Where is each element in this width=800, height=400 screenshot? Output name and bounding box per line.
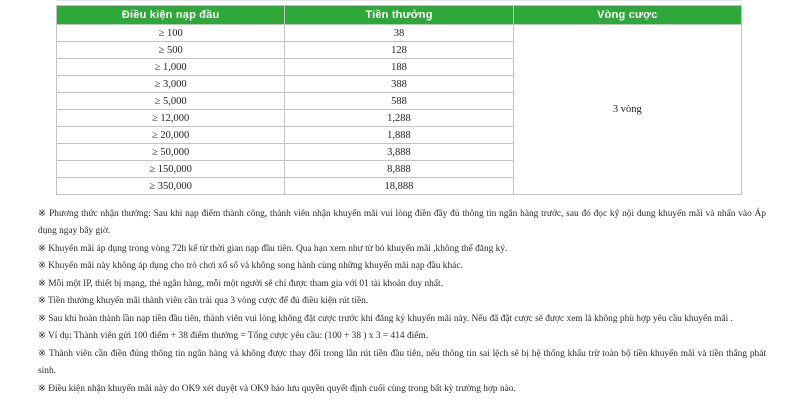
deposit-cell: ≥ 350,000 <box>57 178 285 195</box>
deposit-cell: ≥ 12,000 <box>57 110 285 127</box>
col-header-bonus: Tiền thưởng <box>285 6 513 25</box>
note-item: ※ Thành viên cần điền đúng thông tin ngân hàng và không được thay đổi trong lần rút tiền đầu tiên, nếu thông tin sai lệch sẽ bị hệ thống khấu trừ toàn bộ tiền khuyến mãi và tiền thắng phát sinh. <box>38 348 766 377</box>
note-item: ※ Mỗi một IP, thiết bị mạng, thẻ ngân hàng, mỗi một người sẽ chỉ được tham gia với 01 tài khoản duy nhất. <box>38 278 443 289</box>
deposit-cell: ≥ 1,000 <box>57 59 285 76</box>
deposit-cell: ≥ 20,000 <box>57 127 285 144</box>
bonus-cell: 1,288 <box>285 110 513 127</box>
bonus-cell: 588 <box>285 93 513 110</box>
bonus-cell: 128 <box>285 42 513 59</box>
deposit-bonus-table <box>56 5 742 195</box>
deposit-cell: ≥ 500 <box>57 42 285 59</box>
bonus-cell: 188 <box>285 59 513 76</box>
wager-rounds-cell: 3 vòng <box>513 25 741 195</box>
deposit-cell: ≥ 150,000 <box>57 161 285 178</box>
top-divider <box>56 0 742 1</box>
deposit-cell: ≥ 3,000 <box>57 76 285 93</box>
note-item: ※ Điều kiện nhận khuyến mãi này do OK9 xét duyệt và OK9 bảo lưu quyền quyết định cuối cùng trong bất kỳ trường hợp nào. <box>38 383 516 394</box>
bonus-cell: 8,888 <box>285 161 513 178</box>
note-item: ※ Phương thức nhận thưởng: Sau khi nạp điểm thành công, thành viên nhận khuyến mãi vui lòng điền đầy đủ thông tin ngân hàng trước, sau đó đọc kỹ nội dung khuyến mãi và nhấn vào Áp dụng ngay bây giờ. <box>38 209 766 237</box>
bonus-cell: 18,888 <box>285 178 513 195</box>
note-item: ※ Ví dụ: Thành viên gửi 100 điểm + 38 điểm thưởng = Tổng cược yêu cầu: (100 + 38 ) x 3 = 414 điểm. <box>38 331 429 342</box>
deposit-cell: ≥ 100 <box>57 25 285 42</box>
note-item: ※ Khuyến mãi áp dụng trong vòng 72h kể từ thời gian nạp đầu tiên. Qua hạn xem như từ bỏ khuyến mãi ,không thể đăng ký. <box>38 243 508 254</box>
table-row <box>57 25 742 42</box>
deposit-cell: ≥ 5,000 <box>57 93 285 110</box>
col-header-wager-rounds: Vòng cược <box>513 6 741 25</box>
note-item: ※ Khuyến mãi này không áp dụng cho trò chơi xổ số và không song hành cùng những khuyến mãi nạp đầu khác. <box>38 261 463 272</box>
note-item: ※ Sau khi hoàn thành lần nạp tiền đầu tiên, thành viên vui lòng không đặt cược trước khi đăng ký khuyến mãi này. Nếu đã đặt cược sẽ được xem là không phù hợp yêu cầu khuyến mãi . <box>38 313 733 324</box>
table-header-row <box>57 6 742 25</box>
deposit-cell: ≥ 50,000 <box>57 144 285 161</box>
note-item: ※ Tiền thưởng khuyến mãi thành viên cần trải qua 3 vòng cược để đủ điều kiện rút tiền. <box>38 296 369 307</box>
bonus-cell: 3,888 <box>285 144 513 161</box>
promo-terms-notes <box>38 206 766 398</box>
bonus-cell: 38 <box>285 25 513 42</box>
bonus-cell: 388 <box>285 76 513 93</box>
bonus-cell: 1,888 <box>285 127 513 144</box>
col-header-deposit-condition: Điều kiện nạp đầu <box>57 6 285 25</box>
